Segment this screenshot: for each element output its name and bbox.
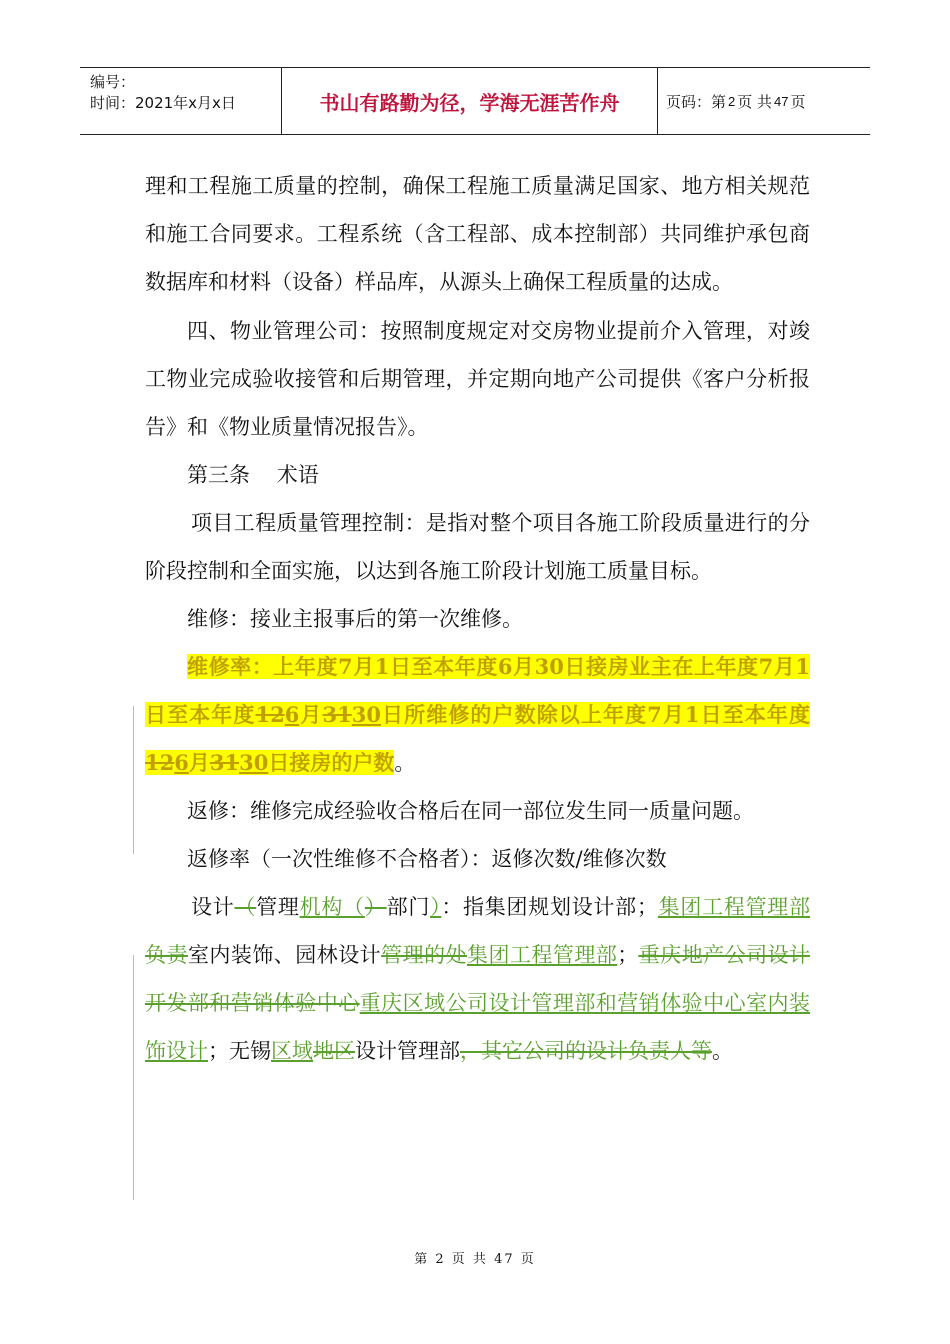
page-number: 2 bbox=[728, 93, 736, 109]
footer-page-total: 47 bbox=[494, 1252, 515, 1267]
header-page-info bbox=[658, 68, 870, 134]
paragraph: 四、物业管理公司：按照制度规定对交房物业提前介入管理，对竣工物业完成验收接管和后期管理，并定期向地产公司提供《客户分析报告》和《物业质量情况报告》。 bbox=[145, 319, 810, 439]
revision-bar bbox=[133, 955, 134, 1200]
paragraph: 返修率（一次性维修不合格者）：返修次数/维修次数 bbox=[187, 847, 667, 871]
paragraph: 维修：接业主报事后的第一次维修。 bbox=[187, 607, 523, 631]
page-end: 页 bbox=[790, 92, 806, 111]
deleted-text: 地区 bbox=[313, 1039, 355, 1063]
deleted-text: （ bbox=[234, 895, 257, 919]
page-footer: 第 2 页 共 47 页 bbox=[414, 1252, 536, 1267]
document-body bbox=[145, 162, 810, 1075]
doc-code-label: 编号： bbox=[90, 73, 136, 91]
deleted-text: 重庆地产公司设计开发部和营销体验中心 bbox=[145, 943, 811, 1015]
paragraph: 返修：维修完成经验收合格后在同一部位发生同一质量问题。 bbox=[187, 799, 754, 823]
inserted-text: 6 bbox=[284, 702, 300, 727]
page-mid: 页 共 bbox=[737, 92, 773, 111]
header-table bbox=[80, 67, 870, 135]
revision-bar bbox=[133, 706, 134, 854]
deleted-text: 12 bbox=[255, 702, 285, 727]
deleted-text: 31 bbox=[209, 750, 240, 775]
inserted-text: 30 bbox=[351, 702, 381, 727]
design-paragraph: 设计（管理机构（）部门）：指集团规划设计部；集团工程管理部负责室内装饰、园林设计管理的处集团工程管理部；重庆地产公司设计开发部和营销体验中心重庆区域公司设计管理部和营销体验中心室内装饰设计；无锡区域地区设计管理部，其它公司的设计负责人等。 bbox=[145, 895, 811, 1063]
deleted-text: 12 bbox=[145, 750, 175, 775]
section-heading: 第三条 术语 bbox=[187, 463, 319, 487]
page-total: 47 bbox=[774, 93, 789, 109]
doc-date-label: 时间：2021年x月x日 bbox=[90, 94, 236, 112]
highlight-text: 维修率：上年度7月1日至本年度6月30日接房业主在上年度7月1日至本年度126月3130日所维修的户数除以上年度7月1日至本年度126月3130日接房的户数 bbox=[145, 654, 810, 775]
inserted-text: 集团工程管理部 bbox=[467, 943, 618, 967]
deleted-text: ） bbox=[364, 895, 387, 919]
inserted-text: 集团工程管理部 bbox=[657, 895, 811, 919]
inserted-text: 重庆区域公司设计管理部和营销体验中心室内装饰设计 bbox=[145, 991, 811, 1063]
repair-rate-paragraph: 维修率：上年度7月1日至本年度6月30日接房业主在上年度7月1日至本年度126月3130日所维修的户数除以上年度7月1日至本年度126月3130日接房的户数。 bbox=[145, 654, 810, 775]
inserted-text: 区域 bbox=[271, 1039, 313, 1063]
deleted-text: 31 bbox=[322, 702, 352, 727]
inserted-text: ） bbox=[430, 895, 442, 919]
deleted-text: 管理的处 bbox=[381, 943, 468, 967]
inserted-text: 30 bbox=[239, 750, 269, 775]
deleted-text: ，其它公司的设计负责人等 bbox=[460, 1039, 712, 1063]
header-meta bbox=[80, 68, 282, 134]
inserted-text: 6 bbox=[174, 750, 189, 775]
paragraph: 项目工程质量管理控制：是指对整个项目各施工阶段质量进行的分阶段控制和全面实施，以达到各施工阶段计划施工质量目标。 bbox=[145, 511, 810, 583]
paragraph: 理和工程施工质量的控制，确保工程施工质量满足国家、地方相关规范和施工合同要求。工程系统（含工程部、成本控制部）共同维护承包商数据库和材料（设备）样品库，从源头上确保工程质量的达成。 bbox=[145, 174, 810, 294]
inserted-text: 机构（ bbox=[299, 895, 365, 919]
header-motto: 书山有路勤为径，学海无涯苦作舟 bbox=[282, 68, 658, 134]
page-label: 页码：第 bbox=[666, 92, 727, 111]
deleted-text: 负责 bbox=[145, 943, 188, 967]
footer-page-number: 2 bbox=[435, 1252, 446, 1267]
